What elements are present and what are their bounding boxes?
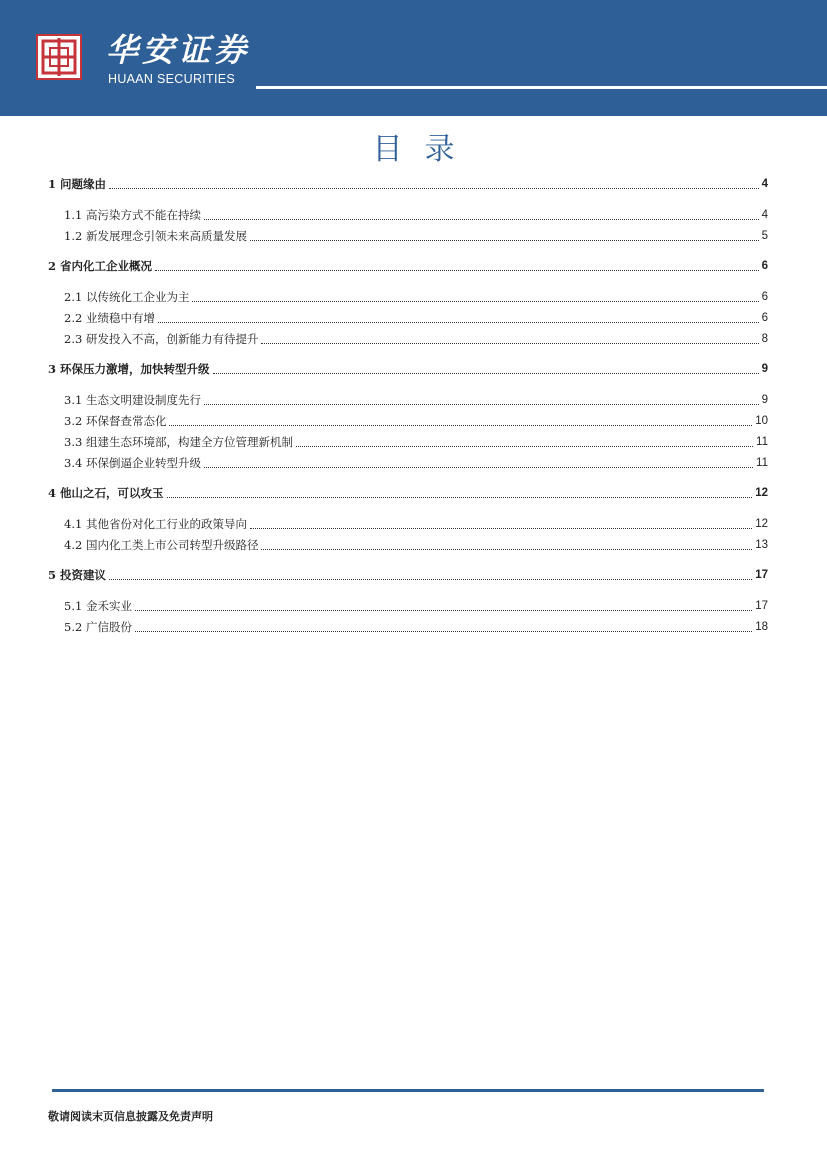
toc-leader-dots	[158, 322, 759, 323]
toc-entry-label: 5.2 广信股份	[64, 620, 132, 634]
toc-entry[interactable]	[64, 453, 768, 473]
toc-entry-label: 3 环保压力激增，加快转型升级	[48, 362, 210, 376]
toc-leader-dots	[250, 528, 752, 529]
toc-entry-page: 13	[755, 539, 768, 551]
toc-entry-page: 6	[761, 291, 768, 303]
toc-entry-page: 17	[755, 569, 768, 581]
toc-entry-page: 6	[761, 312, 768, 324]
toc-entry[interactable]	[48, 256, 768, 276]
toc-entry[interactable]	[64, 514, 768, 534]
toc-leader-dots	[204, 404, 759, 405]
toc-entry[interactable]	[64, 596, 768, 616]
huaan-logo-icon	[36, 34, 82, 80]
toc-entry-page: 12	[755, 487, 768, 499]
toc-entry[interactable]	[64, 308, 768, 328]
toc-entry-page: 9	[761, 363, 768, 375]
toc-entry-label: 2 省内化工企业概况	[48, 259, 153, 273]
toc-entry-page: 11	[756, 457, 768, 469]
page-header	[0, 0, 827, 116]
toc-leader-dots	[109, 188, 759, 189]
toc-entry-page: 6	[761, 260, 768, 272]
header-divider	[256, 86, 827, 89]
toc-leader-dots	[204, 467, 753, 468]
toc-entry-page: 12	[755, 518, 768, 530]
toc-leader-dots	[261, 549, 752, 550]
toc-entry-page: 4	[761, 178, 768, 190]
toc-entry-label: 3.3 组建生态环境部，构建全方位管理新机制	[64, 435, 293, 449]
toc-entry-page: 10	[755, 415, 768, 427]
page-title: 目录	[372, 132, 477, 167]
toc-entry-label: 1.1 高污染方式不能在持续	[64, 208, 201, 222]
toc-entry-label: 2.3 研发投入不高，创新能力有待提升	[64, 332, 259, 346]
toc-entry-label: 1 问题缘由	[48, 177, 107, 191]
toc-entry[interactable]	[64, 287, 768, 307]
toc-leader-dots	[135, 631, 752, 632]
toc-entry[interactable]	[64, 411, 768, 431]
toc-entry-label: 5.1 金禾实业	[64, 599, 132, 613]
brand-name-en: HUAAN SECURITIES	[108, 72, 236, 86]
toc-entry[interactable]	[64, 535, 768, 555]
toc-entry[interactable]	[64, 390, 768, 410]
toc-entry[interactable]	[64, 432, 768, 452]
toc-leader-dots	[250, 240, 759, 241]
toc-entry-label: 3.1 生态文明建设制度先行	[64, 393, 201, 407]
brand-name-cn: 华安证券	[106, 31, 251, 69]
toc-entry-label: 4.2 国内化工类上市公司转型升级路径	[64, 538, 259, 552]
toc-entry-page: 11	[756, 436, 768, 448]
toc-entry-label: 2.1 以传统化工企业为主	[64, 290, 190, 304]
toc-entry[interactable]	[48, 174, 768, 194]
toc-entry[interactable]	[64, 617, 768, 637]
footer-disclaimer: 敬请阅读末页信息披露及免责声明	[48, 1110, 213, 1123]
footer-divider	[52, 1089, 764, 1092]
toc-entry-page: 9	[761, 394, 768, 406]
toc-entry-label: 3.4 环保倒逼企业转型升级	[64, 456, 201, 470]
toc-entry-label: 1.2 新发展理念引领未来高质量发展	[64, 229, 247, 243]
toc-entry[interactable]	[64, 329, 768, 349]
toc-leader-dots	[167, 497, 753, 498]
toc-leader-dots	[204, 219, 759, 220]
toc-leader-dots	[169, 425, 752, 426]
toc-leader-dots	[261, 343, 758, 344]
toc-leader-dots	[213, 373, 759, 374]
toc-entry-page: 4	[761, 209, 768, 221]
toc-entry-label: 4 他山之石，可以攻玉	[48, 486, 164, 500]
toc-entry[interactable]	[64, 205, 768, 225]
toc-entry-label: 4.1 其他省份对化工行业的政策导向	[64, 517, 247, 531]
toc-leader-dots	[155, 270, 759, 271]
toc-entry-label: 5 投资建议	[48, 568, 107, 582]
toc-entry[interactable]	[48, 359, 768, 379]
toc-leader-dots	[192, 301, 758, 302]
toc-leader-dots	[135, 610, 752, 611]
toc-entry-label: 2.2 业绩稳中有增	[64, 311, 155, 325]
toc-entry[interactable]	[48, 565, 768, 585]
toc-entry-label: 3.2 环保督查常态化	[64, 414, 167, 428]
toc-leader-dots	[109, 579, 752, 580]
toc-entry[interactable]	[64, 226, 768, 246]
toc-leader-dots	[296, 446, 753, 447]
toc-entry-page: 18	[755, 621, 768, 633]
toc-entry[interactable]	[48, 483, 768, 503]
toc-entry-page: 5	[761, 230, 768, 242]
toc-entry-page: 17	[755, 600, 768, 612]
toc-entry-page: 8	[761, 333, 768, 345]
